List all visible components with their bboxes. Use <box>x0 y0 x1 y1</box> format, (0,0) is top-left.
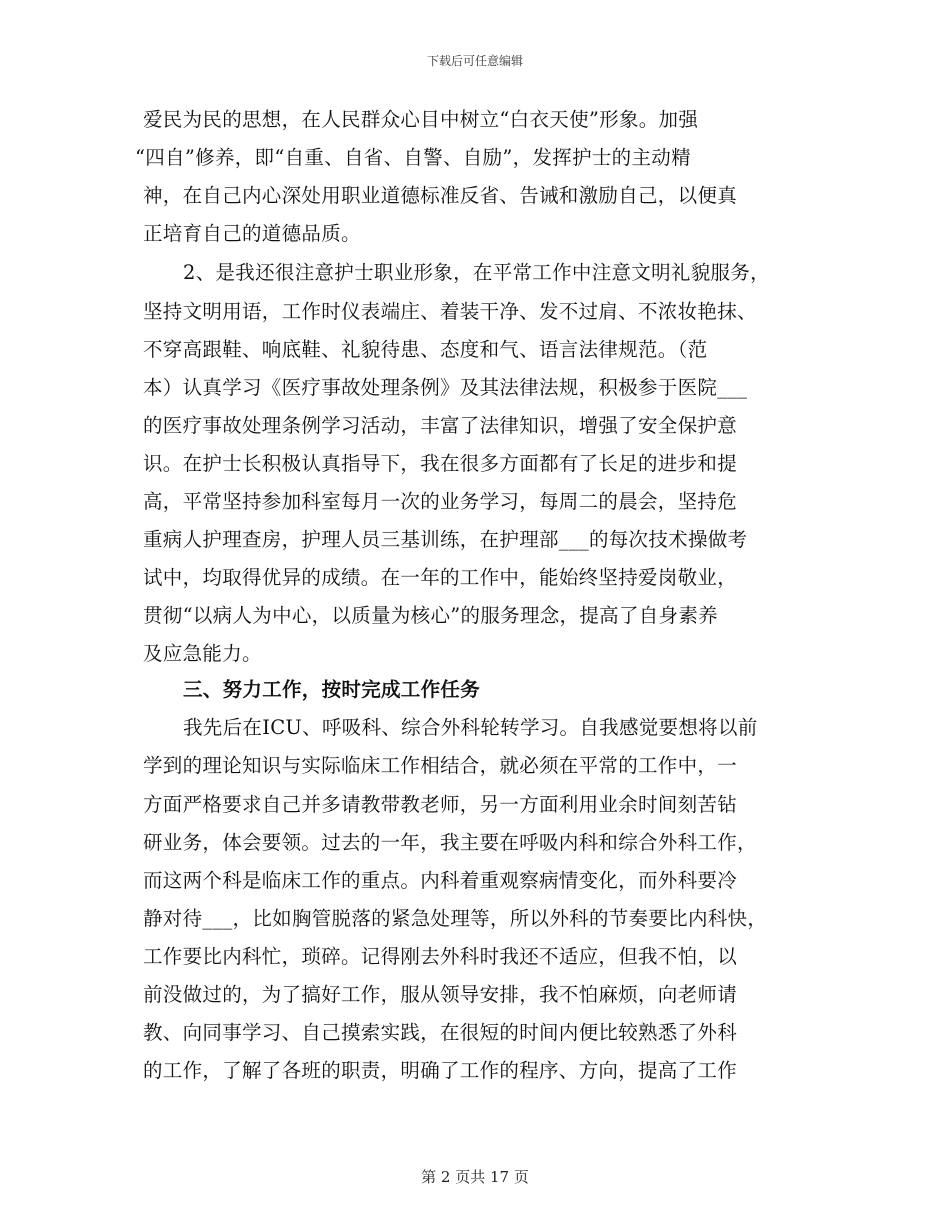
text-line: 而这两个科是临床工作的重点。内科着重观察病情变化，而外科要冷 <box>143 869 738 892</box>
text-line: 的医疗事故处理条例学习活动，丰富了法律知识，增强了安全保护意 <box>143 414 738 437</box>
text-line: 本）认真学习《医疗事故处理条例》及其法律法规，积极参于医院___ <box>143 376 748 399</box>
text-line: 高，平常坚持参加科室每月一次的业务学习，每周二的晨会，坚持危 <box>143 490 738 513</box>
text-line: 研业务，体会要领。过去的一年，我主要在呼吸内科和综合外科工作， <box>143 831 757 854</box>
text-line: 的工作，了解了各班的职责，明确了工作的程序、方向，提高了工作 <box>143 1059 738 1082</box>
text-line: “四自”修养，即“自重、自省、自警、自励”，发挥护士的主动精 <box>135 146 691 169</box>
text-line: 2、是我还很注意护士职业形象，在平常工作中注意文明礼貌服务， <box>183 261 770 284</box>
text-line: 不穿高跟鞋、响底鞋、礼貌待患、态度和气、语言法律规范。（范 <box>143 338 708 361</box>
text-line: 重病人护理查房，护理人员三基训练，在护理部___的每次技术操做考 <box>143 528 748 551</box>
page-header: 下载后可任意编辑 <box>426 54 523 68</box>
text-line: 工作要比内科忙，琐碎。记得刚去外科时我还不适应，但我不怕，以 <box>143 945 738 968</box>
text-line: 坚持文明用语，工作时仪表端庄、着装干净、发不过肩、不浓妆艳抹、 <box>143 300 757 323</box>
text-line: 教、向同事学习、自己摸索实践，在很短的时间内便比较熟悉了外科 <box>143 1021 738 1044</box>
text-line: 学到的理论知识与实际临床工作相结合，就必须在平常的工作中，一 <box>143 754 738 777</box>
text-line: 我先后在ICU、呼吸科、综合外科轮转学习。自我感觉要想将以前 <box>183 716 758 739</box>
text-line: 及应急能力。 <box>143 642 262 665</box>
page-number: 第 2 页共 17 页 <box>421 1168 529 1186</box>
text-line: 贯彻“以病人为中心，以质量为核心”的服务理念，提高了自身素养 <box>143 604 718 627</box>
text-line: 试中，均取得优异的成绩。在一年的工作中，能始终坚持爱岗敬业， <box>143 566 738 589</box>
text-line: 爱民为民的思想，在人民群众心目中树立“白衣天使”形象。加强 <box>143 108 699 131</box>
text-line: 神，在自己内心深处用职业道德标准反省、告诫和激励自己，以便真 <box>143 184 738 207</box>
text-line: 识。在护士长积极认真指导下，我在很多方面都有了长足的进步和提 <box>143 452 738 475</box>
text-line: 正培育自己的道德品质。 <box>143 222 361 245</box>
text-line: 方面严格要求自己并多请教带教老师，另一方面利用业余时间刻苦钻 <box>143 793 738 816</box>
section-heading: 三、努力工作，按时完成工作任务 <box>183 678 481 701</box>
text-line: 前没做过的，为了搞好工作，服从领导安排，我不怕麻烦，向老师请 <box>143 983 738 1006</box>
text-line: 静对待___，比如胸管脱落的紧急处理等，所以外科的节奏要比内科快， <box>143 907 768 930</box>
